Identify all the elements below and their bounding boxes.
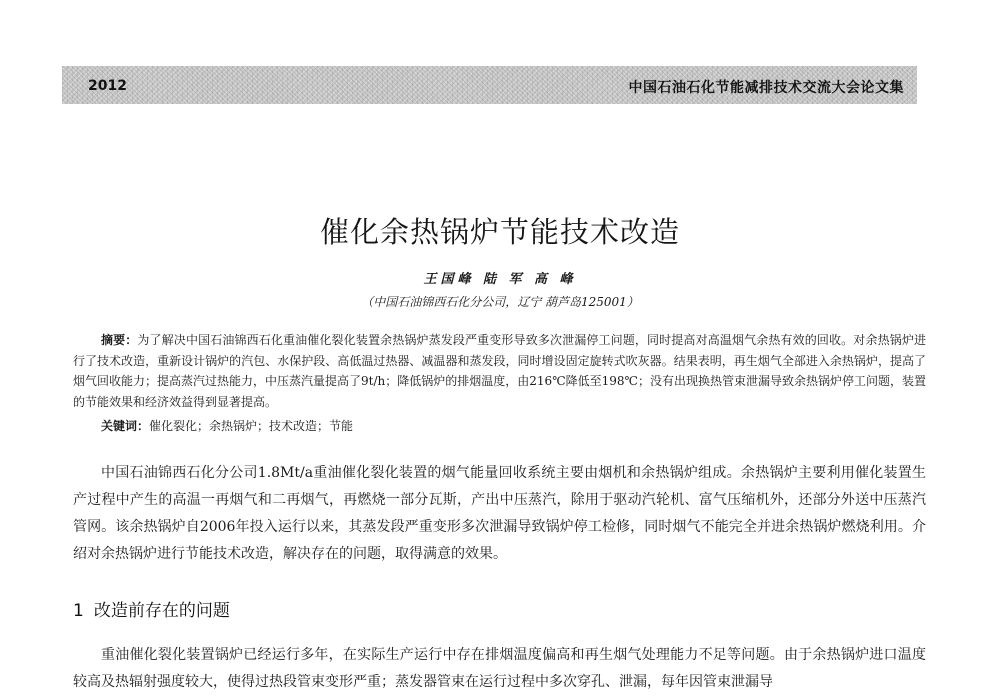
keywords-text: 催化裂化；余热锅炉；技术改造；节能 bbox=[149, 419, 354, 433]
section-1-title: 改造前存在的问题 bbox=[93, 601, 230, 621]
abstract-text: 为了解决中国石油锦西石化重油催化裂化装置余热锅炉蒸发段严重变形导致多次泄漏停工问题，同时提高对高温烟气余热有效的回收。对余热锅炉进行了技术改造，重新设计锅炉的汽包、水保护段、高低温过热器、减温器和蒸发段，同时增设固定旋转式吹灰器。结果表明，再生烟气全部进入余热锅炉，提高了烟气回收能力；提高蒸汽过热能力，中压蒸汽量提高了9t/h；降低锅炉的排烟温度，由216℃降低至198℃；没有出现换热管束泄漏导致余热锅炉停工问题，装置的节能效果和经济效益得到显著提高。 bbox=[73, 333, 926, 409]
section-1-number: 1 bbox=[73, 601, 84, 621]
intro-paragraph: 中国石油锦西石化分公司1.8Mt/a重油催化裂化装置的烟气能量回收系统主要由烟机和余热锅炉组成。余热锅炉主要利用催化装置生产过程中产生的高温一再烟气和二再烟气，再燃烧一部分瓦斯，产出中压蒸汽，除用于驱动汽轮机、富气压缩机外，还部分外送中压蒸汽管网。该余热锅炉自2006年投入运行以来，其蒸发段严重变形多次泄漏导致锅炉停工检修，同时烟气不能完全并进余热锅炉燃烧利用。介绍对余热锅炉进行节能技术改造，解决存在的问题，取得满意的效果。 bbox=[73, 465, 926, 562]
paper-affiliation: （中国石油锦西石化分公司，辽宁 葫芦岛125001） bbox=[361, 295, 639, 309]
header-journal-title: 中国石油石化节能减排技术交流大会论文集 bbox=[628, 80, 904, 96]
section-1-paragraph: 重油催化裂化装置锅炉已经运行多年，在实际生产运行中存在排烟温度偏高和再生烟气处理能力不足等问题。由于余热锅炉进口温度较高及热辐射强度较大，使得过热段管束变形严重；蒸发器管束在运行过程中多次穿孔、泄漏，每年因管束泄漏导 bbox=[73, 647, 926, 690]
paper-authors: 王国峰 陆 军 高 峰 bbox=[423, 272, 577, 287]
abstract-label: 摘要： bbox=[101, 333, 138, 347]
abstract bbox=[73, 330, 926, 412]
header-year: 2012 bbox=[88, 78, 127, 94]
keywords bbox=[101, 417, 353, 434]
section-1-heading bbox=[73, 596, 230, 621]
keywords-label: 关键词： bbox=[101, 419, 150, 433]
paper-title: 催化余热锅炉节能技术改造 bbox=[319, 215, 680, 249]
